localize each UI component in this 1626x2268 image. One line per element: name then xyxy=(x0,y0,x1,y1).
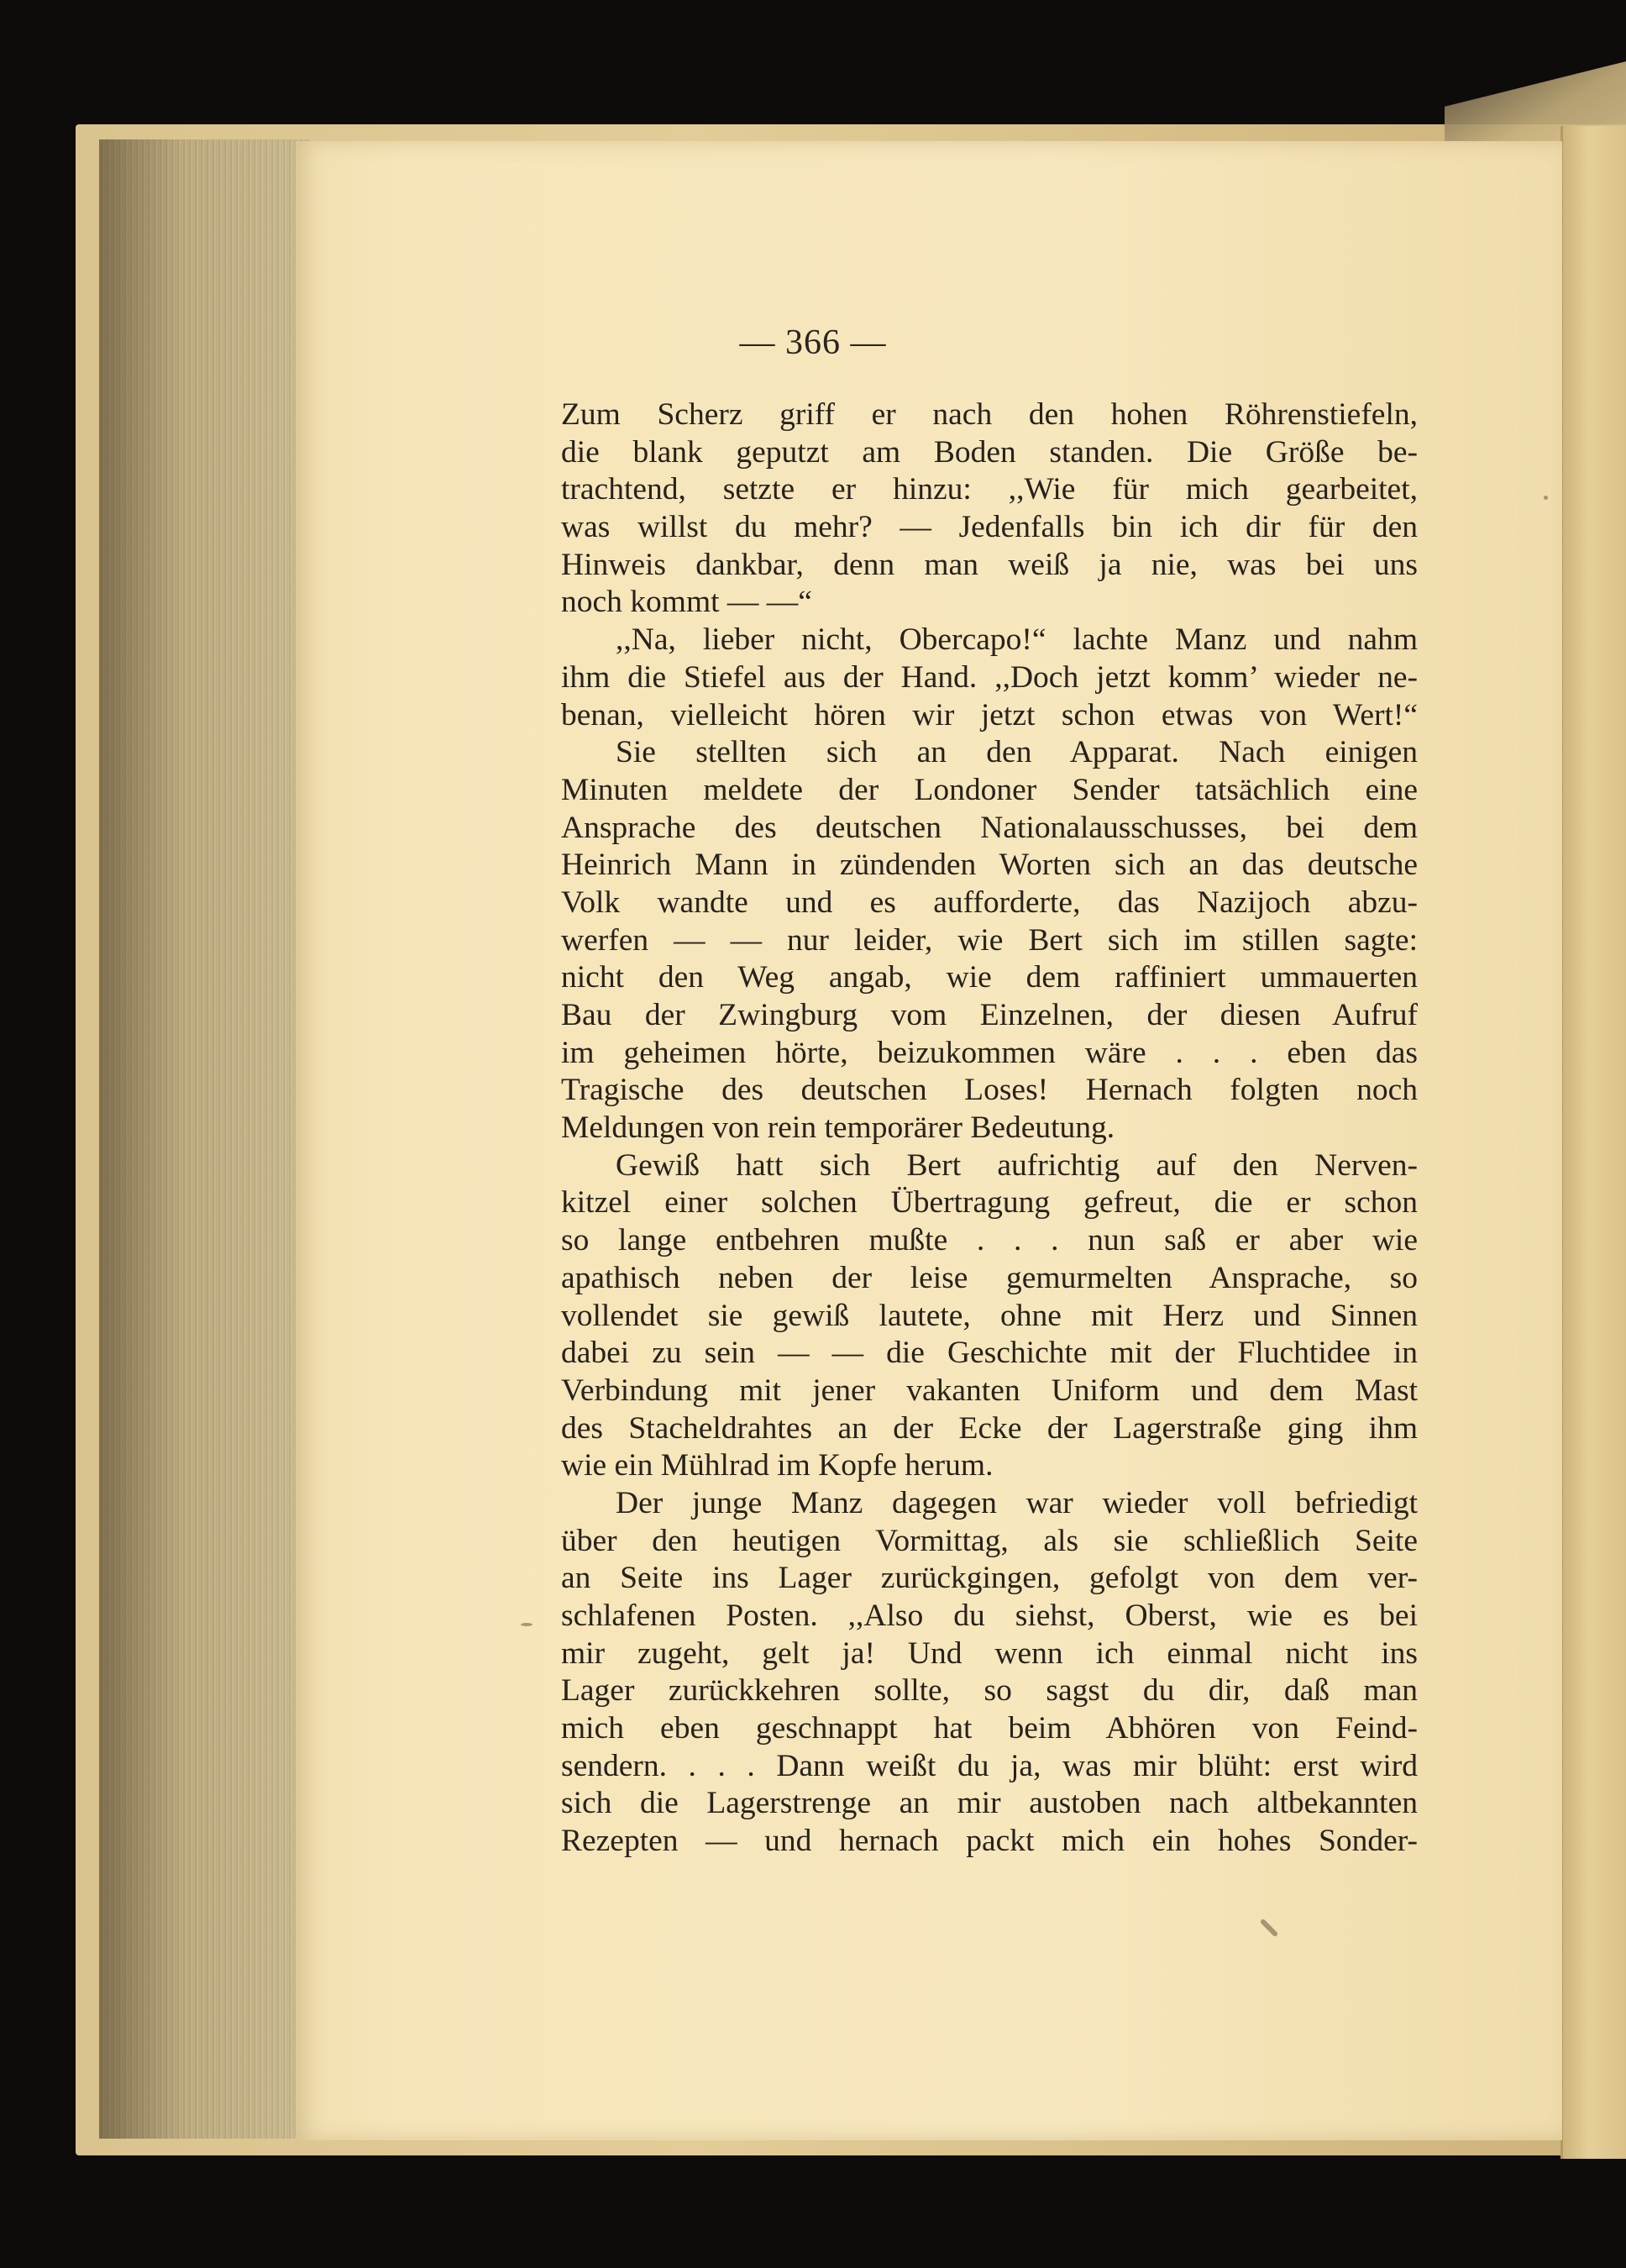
text-line: Zum Scherz griff er nach den hohen Röhrenstiefeln, xyxy=(561,397,1418,432)
text-line: apathisch neben der leise gemurmelten Ansprache, so xyxy=(561,1260,1418,1295)
text-line: des Stacheldrahtes an der Ecke der Lagerstraße ging ihm xyxy=(561,1410,1418,1446)
text-line: Der junge Manz dagegen war wieder voll befriedigt xyxy=(616,1485,1418,1520)
text-line: an Seite ins Lager zurückgingen, gefolgt von dem ver- xyxy=(561,1561,1418,1596)
text-line: vollendet sie gewiß lautete, ohne mit Herz und Sinnen xyxy=(561,1298,1418,1333)
text-line: wie ein Mühlrad im Kopfe herum. xyxy=(561,1448,994,1483)
text-line: dabei zu sein — — die Geschichte mit der Fluchtidee in xyxy=(561,1336,1418,1371)
text-line: ,,Na, lieber nicht, Obercapo!“ lachte Manz und nahm xyxy=(616,622,1418,658)
text-line: trachtend, setzte er hinzu: ,,Wie für mich gearbeitet, xyxy=(561,472,1418,507)
text-line: Verbindung mit jener vakanten Uniform und dem Mast xyxy=(561,1373,1418,1408)
text-line: so lange entbehren mußte . . . nun saß er aber wie xyxy=(561,1223,1418,1258)
text-line: die blank geputzt am Boden standen. Die Größe be- xyxy=(561,434,1418,470)
text-line: kitzel einer solchen Übertragung gefreut, die er schon xyxy=(561,1185,1418,1221)
text-line: benan, vielleicht hören wir jetzt schon etwas von Wert!“ xyxy=(561,697,1418,732)
page-block-edges xyxy=(99,139,309,2139)
text-line: noch kommt — —“ xyxy=(561,585,812,620)
text-line: was willst du mehr? — Jedenfalls bin ich dir für den xyxy=(561,510,1418,545)
page-number: — 366 — xyxy=(739,323,887,362)
text-line: nicht den Weg angab, wie dem raffiniert ummauerten xyxy=(561,960,1418,995)
text-line: sich die Lagerstrenge an mir austoben nach altbekannten xyxy=(561,1786,1418,1821)
page-text xyxy=(561,396,1418,1861)
text-line: Sie stellten sich an den Apparat. Nach einigen xyxy=(616,735,1418,770)
text-line: Bau der Zwingburg vom Einzelnen, der diesen Aufruf xyxy=(561,998,1418,1032)
text-line: mir zugeht, gelt ja! Und wenn ich einmal nicht ins xyxy=(561,1635,1418,1671)
text-line: Heinrich Mann in zündenden Worten sich an das deutsche xyxy=(561,848,1418,883)
text-line: Meldungen von rein temporärer Bedeutung. xyxy=(561,1110,1115,1146)
text-line: Minuten meldete der Londoner Sender tatsächlich eine xyxy=(561,772,1418,807)
text-line: mich eben geschnappt hat beim Abhören von Feind- xyxy=(561,1711,1418,1746)
text-line: werfen — — nur leider, wie Bert sich im stillen sagte: xyxy=(561,922,1418,958)
text-line: Ansprache des deutschen Nationalausschusses, bei dem xyxy=(561,810,1418,845)
text-line: Rezepten — und hernach packt mich ein hohes Sonder- xyxy=(561,1824,1418,1859)
text-line: Tragische des deutschen Loses! Hernach folgten noch xyxy=(561,1073,1418,1108)
text-line: schlafenen Posten. ,,Also du siehst, Oberst, wie es bei xyxy=(561,1599,1418,1633)
text-line: Lager zurückkehren sollte, so sagst du dir, daß man xyxy=(561,1673,1418,1709)
text-line: sendern. . . . Dann weißt du ja, was mir blüht: erst wird xyxy=(561,1748,1418,1783)
paper-speck xyxy=(1544,496,1548,500)
text-line: Volk wandte und es aufforderte, das Nazijoch abzu- xyxy=(561,885,1418,920)
text-line: über den heutigen Vormittag, als sie schließlich Seite xyxy=(561,1523,1418,1558)
paper-speck xyxy=(521,1623,532,1626)
next-page-edge xyxy=(1560,126,1626,2159)
text-line: Hinweis dankbar, denn man weiß ja nie, was bei uns xyxy=(561,547,1418,582)
text-line: im geheimen hörte, beizukommen wäre . . . eben das xyxy=(561,1035,1418,1070)
text-line: Gewiß hatt sich Bert aufrichtig auf den Nerven- xyxy=(616,1147,1418,1183)
text-line: ihm die Stiefel aus der Hand. ,,Doch jetzt komm’ wieder ne- xyxy=(561,659,1418,695)
